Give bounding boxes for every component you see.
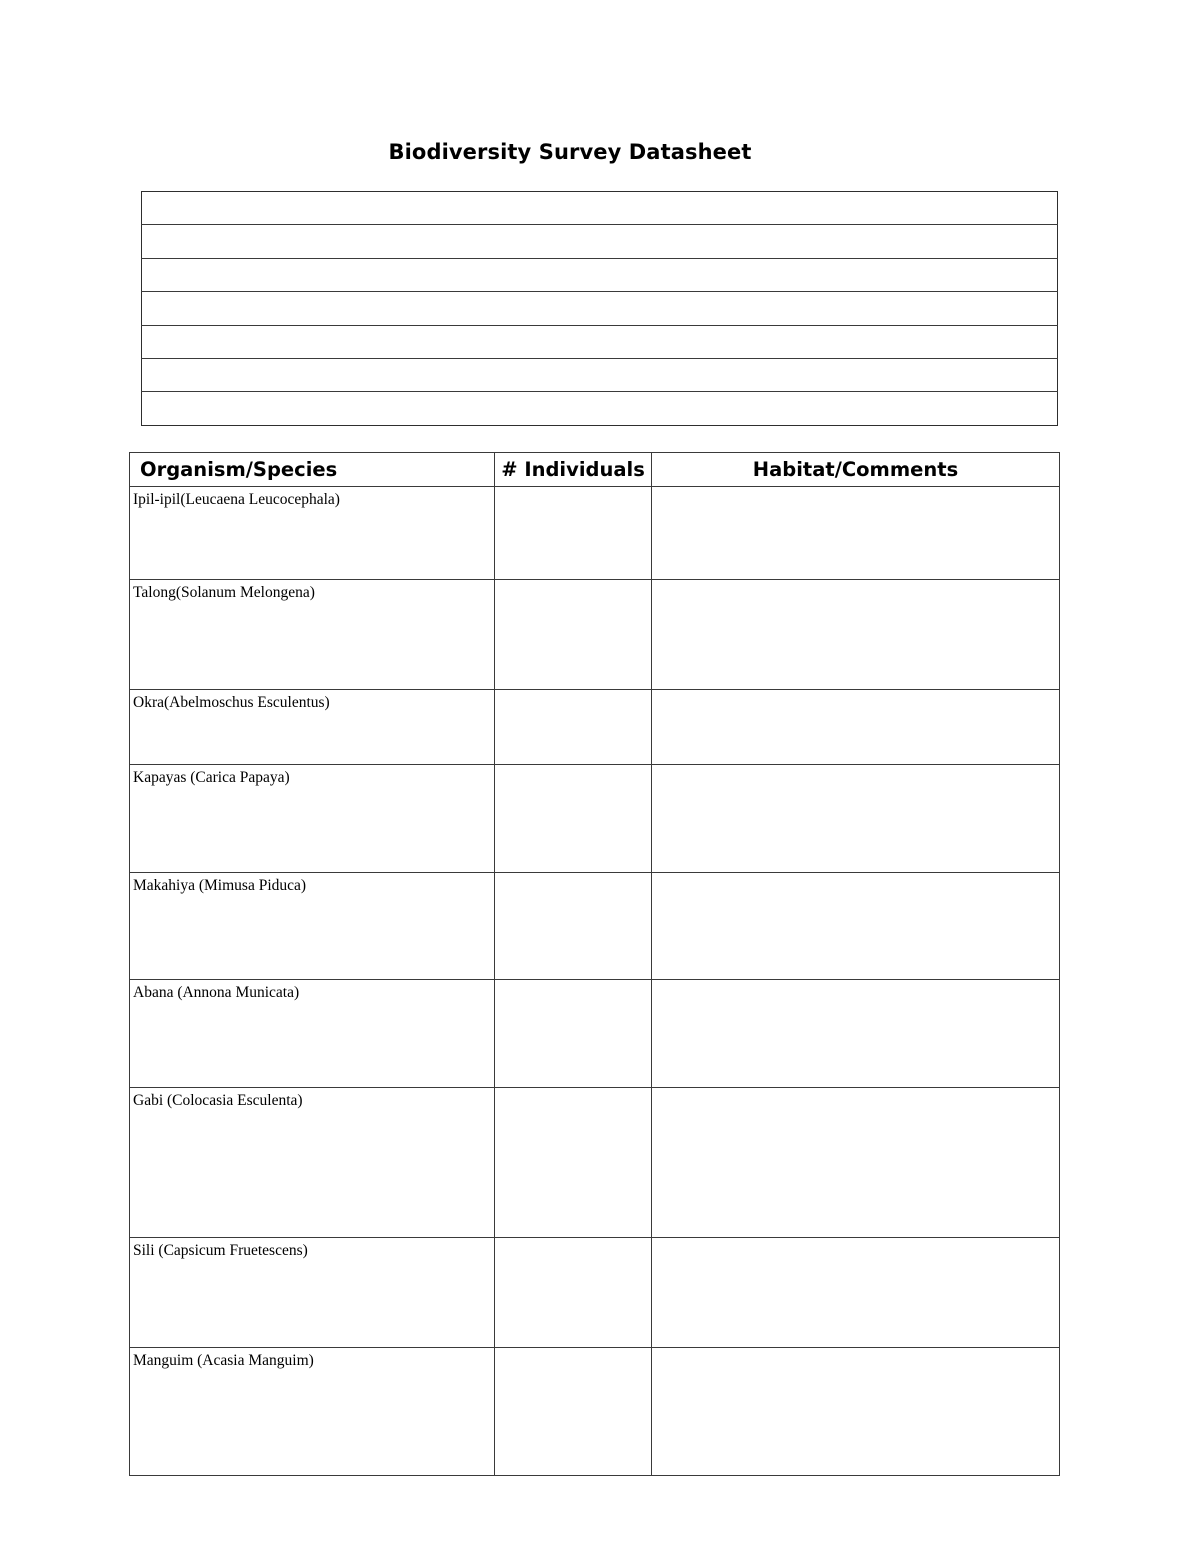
info-field[interactable] — [142, 292, 1058, 325]
info-field[interactable] — [142, 392, 1058, 425]
table-row — [130, 580, 1060, 690]
habitat-comments-cell[interactable] — [652, 765, 1060, 873]
habitat-comments-cell[interactable] — [652, 1348, 1060, 1476]
table-row — [130, 690, 1060, 765]
table-row — [130, 765, 1060, 873]
species-name-cell[interactable]: Ipil-ipil(Leucaena Leucocephala) — [130, 487, 495, 580]
species-name-cell[interactable]: Talong(Solanum Melongena) — [130, 580, 495, 690]
habitat-comments-cell[interactable] — [652, 873, 1060, 980]
species-datasheet-table — [129, 452, 1060, 1476]
species-name-cell[interactable]: Makahiya (Mimusa Piduca) — [130, 873, 495, 980]
column-header-species: Organism/Species — [130, 453, 495, 487]
species-name-cell[interactable]: Abana (Annona Municata) — [130, 980, 495, 1088]
individuals-count-cell[interactable] — [495, 690, 652, 765]
species-name-cell[interactable]: Okra(Abelmoschus Esculentus) — [130, 690, 495, 765]
table-row — [130, 487, 1060, 580]
species-table-body — [130, 487, 1060, 1476]
table-row — [130, 1348, 1060, 1476]
individuals-count-cell[interactable] — [495, 580, 652, 690]
individuals-count-cell[interactable] — [495, 873, 652, 980]
individuals-count-cell[interactable] — [495, 1348, 652, 1476]
species-name-cell[interactable]: Kapayas (Carica Papaya) — [130, 765, 495, 873]
species-table-header — [130, 453, 1060, 487]
habitat-comments-cell[interactable] — [652, 1088, 1060, 1238]
individuals-count-cell[interactable] — [495, 1238, 652, 1348]
individuals-count-cell[interactable] — [495, 980, 652, 1088]
habitat-comments-cell[interactable] — [652, 580, 1060, 690]
species-name-cell[interactable]: Manguim (Acasia Manguim) — [130, 1348, 495, 1476]
habitat-comments-cell[interactable] — [652, 487, 1060, 580]
info-row — [142, 325, 1058, 358]
species-name-cell[interactable]: Sili (Capsicum Fruetescens) — [130, 1238, 495, 1348]
info-field[interactable] — [142, 358, 1058, 391]
survey-info-table-body — [142, 192, 1058, 426]
species-name-cell[interactable]: Gabi (Colocasia Esculenta) — [130, 1088, 495, 1238]
individuals-count-cell[interactable] — [495, 765, 652, 873]
page-title: Biodiversity Survey Datasheet — [388, 140, 752, 164]
survey-info-table — [141, 191, 1058, 426]
header-row — [130, 453, 1060, 487]
habitat-comments-cell[interactable] — [652, 1238, 1060, 1348]
individuals-count-cell[interactable] — [495, 1088, 652, 1238]
info-row — [142, 392, 1058, 425]
info-row — [142, 225, 1058, 258]
info-row — [142, 192, 1058, 225]
info-row — [142, 258, 1058, 291]
column-header-individuals: # Individuals — [495, 453, 652, 487]
info-field[interactable] — [142, 192, 1058, 225]
table-row — [130, 1088, 1060, 1238]
habitat-comments-cell[interactable] — [652, 690, 1060, 765]
table-row — [130, 980, 1060, 1088]
table-row — [130, 873, 1060, 980]
habitat-comments-cell[interactable] — [652, 980, 1060, 1088]
info-row — [142, 292, 1058, 325]
info-row — [142, 358, 1058, 391]
column-header-habitat: Habitat/Comments — [652, 453, 1060, 487]
individuals-count-cell[interactable] — [495, 487, 652, 580]
info-field[interactable] — [142, 258, 1058, 291]
table-row — [130, 1238, 1060, 1348]
info-field[interactable] — [142, 325, 1058, 358]
info-field[interactable] — [142, 225, 1058, 258]
